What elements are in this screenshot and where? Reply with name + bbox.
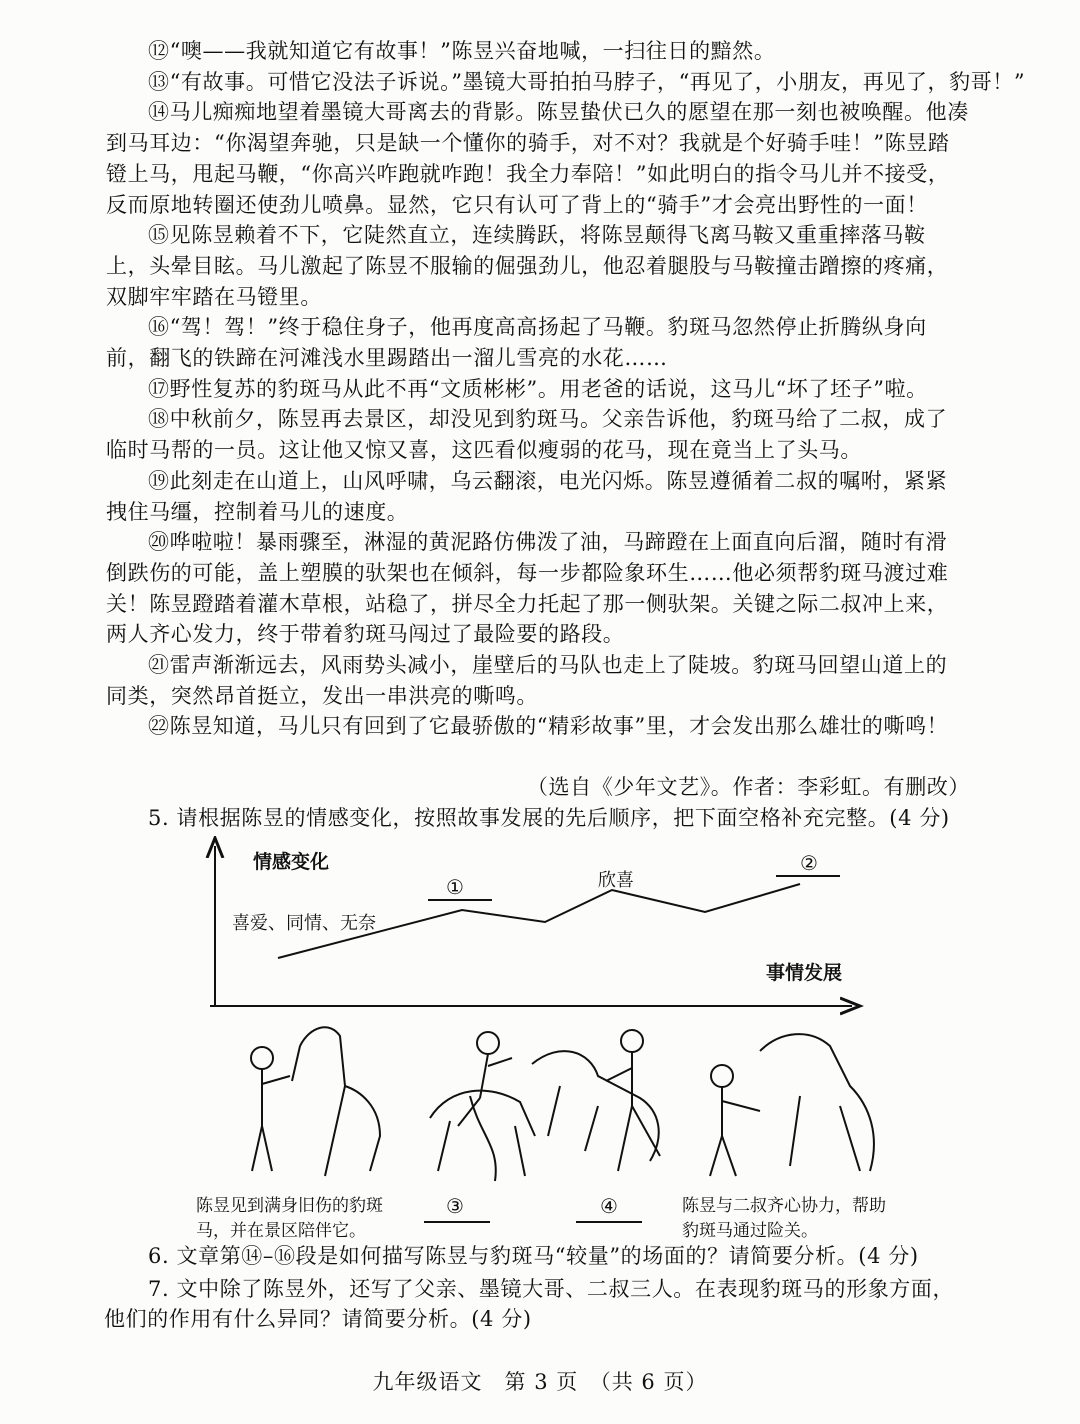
page-footer: 九年级语文 第 3 页 （共 6 页）	[372, 1370, 708, 1394]
passage-line: ⑳哗啦啦！暴雨骤至，淋湿的黄泥路仿佛泼了油，马蹄蹬在上面直向后溜，随时有滑	[148, 530, 948, 555]
question-7-line-2: 他们的作用有什么异同？请简要分析。(4 分)	[104, 1307, 532, 1331]
illustration-scene-4	[710, 1034, 874, 1176]
passage-line: ⑰野性复苏的豹斑马从此不再“文质彬彬”。用老爸的话说，这马儿“坏了坯子”啦。	[148, 376, 928, 401]
x-axis-label: 事情发展	[766, 962, 843, 984]
passage-line: 上，头晕目眩。马儿激起了陈昱不服输的倔强劲儿，他忍着腿股与马鞍撞击蹭擦的疼痛，	[106, 253, 949, 278]
question-5: 5. 请根据陈昱的情感变化，按照故事发展的先后顺序，把下面空格补充完整。(4 分)	[148, 806, 950, 830]
blank-4-marker: ④	[600, 1194, 618, 1218]
caption-right	[682, 1194, 886, 1244]
passage-line: 同类，突然昂首挺立，发出一串洪亮的嘶鸣。	[106, 683, 538, 708]
caption-right-line-1: 陈昱与二叔齐心协力，帮助	[682, 1196, 886, 1216]
emotion-diagram	[0, 836, 1080, 1196]
question-7-line-1: 7. 文中除了陈昱外，还写了父亲、墨镜大哥、二叔三人。在表现豹斑马的形象方面，	[148, 1277, 955, 1301]
passage-line: 拽住马缰，控制着马儿的速度。	[106, 499, 409, 524]
y-axis-label: 情感变化	[253, 851, 330, 873]
source-citation: （选自《少年文艺》。作者：李彩虹。有删改）	[526, 775, 970, 799]
passage-line: 倒跌伤的可能，盖上塑膜的驮架也在倾斜，每一步都险象环生……他必须帮豹斑马渡过难	[106, 560, 949, 585]
blank-2-marker: ②	[800, 851, 818, 875]
blank-4	[600, 1194, 618, 1221]
illustration-scene-2	[430, 1032, 535, 1181]
passage-line: ⑬“有故事。可惜它没法子诉说。”墨镜大哥拍拍马脖子，“再见了，小朋友，再见了，豹哥！”	[148, 69, 1026, 94]
passage-line: ⑱中秋前夕，陈昱再去景区，却没见到豹斑马。父亲告诉他，豹斑马给了二叔，成了	[148, 407, 948, 432]
blank-3	[446, 1194, 464, 1221]
illustration-scene-1	[251, 1027, 380, 1176]
start-emotion-label: 喜爱、同情、无奈	[232, 913, 376, 934]
passage-line: 关！陈昱蹬踏着灌木草根，站稳了，拼尽全力托起了那一侧驮架。关键之际二叔冲上来，	[106, 591, 949, 616]
passage-line: 镫上马，甩起马鞭，“你高兴咋跑就咋跑！我全力奉陪！”如此明白的指令马儿并不接受，	[106, 161, 950, 186]
passage-line: ⑮见陈昱赖着不下，它陡然直立，连续腾跃，将陈昱颠得飞离马鞍又重重摔落马鞍	[148, 223, 926, 248]
passage-line: ⑯“驾！驾！”终于稳住身子，他再度高高扬起了马鞭。豹斑马忽然停止折腾纵身向	[148, 315, 927, 340]
passage-line: ⑫“噢——我就知道它有故事！”陈昱兴奋地喊，一扫往日的黯然。	[148, 39, 776, 63]
illustration-scene-3	[532, 1030, 660, 1171]
question-6: 6. 文章第⑭–⑯段是如何描写陈昱与豹斑马“较量”的场面的？请简要分析。(4 分)	[148, 1244, 919, 1268]
passage-line: 前，翻飞的铁蹄在河滩浅水里踢踏出一溜儿雪亮的水花……	[106, 346, 668, 370]
passage-line: ㉑雷声渐渐远去，风雨势头减小，崖壁后的马队也走上了陡坡。豹斑马回望山道上的	[148, 653, 948, 677]
passage-line: ⑲此刻走在山道上，山风呼啸，乌云翻滚，电光闪烁。陈昱遵循着二叔的嘱咐，紧紧	[148, 468, 948, 493]
passage-line: 两人齐心发力，终于带着豹斑马闯过了最险要的路段。	[106, 622, 625, 647]
passage-line: 临时马帮的一员。这让他又惊又喜，这匹看似瘦弱的花马，现在竟当上了头马。	[106, 438, 862, 463]
mid-emotion-label: 欣喜	[598, 870, 634, 891]
caption-left-line-2: 马，并在景区陪伴它。	[196, 1221, 366, 1241]
blank-3-line	[424, 1221, 490, 1223]
passage-line: 到马耳边：“你渴望奔驰，只是缺一个懂你的骑手，对不对？我就是个好骑手哇！”陈昱踏	[106, 131, 950, 156]
blank-3-marker: ③	[446, 1194, 464, 1218]
caption-right-line-2: 豹斑马通过险关。	[682, 1221, 818, 1241]
passage-line: ⑭马儿痴痴地望着墨镜大哥离去的背影。陈昱蛰伏已久的愿望在那一刻也被唤醒。他凑	[148, 100, 969, 125]
passage-line: 双脚牢牢踏在马镫里。	[106, 284, 322, 309]
blank-4-line	[576, 1221, 642, 1223]
blank-1-marker: ①	[446, 875, 464, 899]
caption-left-line-1: 陈昱见到满身旧伤的豹斑	[196, 1196, 383, 1216]
caption-left	[196, 1194, 383, 1244]
passage-line: 反而原地转圈还使劲儿喷鼻。显然，它只有认可了背上的“骑手”才会亮出野性的一面！	[106, 192, 928, 217]
passage-line: ㉒陈昱知道，马儿只有回到了它最骄傲的“精彩故事”里，才会发出那么雄壮的嘶鸣！	[148, 714, 949, 739]
